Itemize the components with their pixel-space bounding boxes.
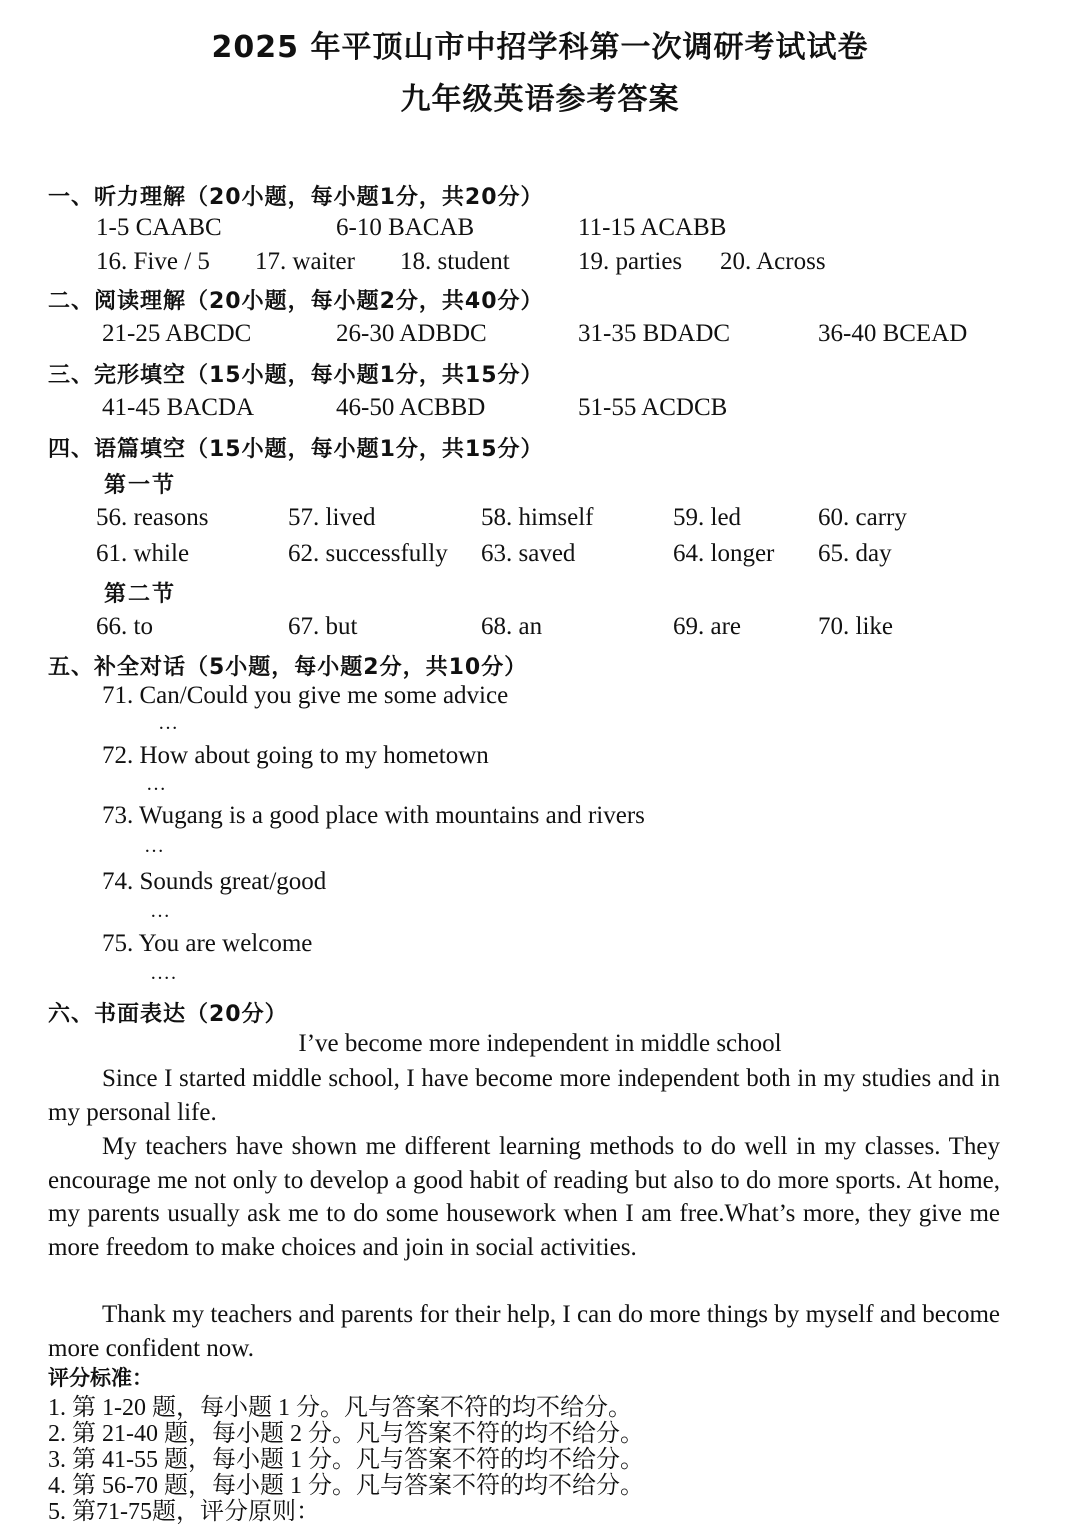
answer-key-subtitle: 九年级英语参考答案 — [400, 82, 680, 117]
answer-cell: 65. day — [818, 540, 892, 567]
ellipsis: … — [144, 835, 165, 857]
answer-cell: 1-5 CAABC — [96, 214, 222, 241]
answer-cell: 62. successfully — [288, 540, 448, 567]
answer-cell: 63. saved — [481, 540, 576, 567]
answer-cell: 58. himself — [481, 504, 594, 531]
part-one-label: 第一节 — [104, 473, 177, 498]
essay-title: I’ve become more independent in middle school — [298, 1030, 782, 1057]
answer-cell: 16. Five / 5 — [96, 248, 210, 275]
section-reading-heading: 二、阅读理解（20小题，每小题2分，共40分） — [48, 289, 544, 314]
dialogue-answer: 75. You are welcome — [102, 930, 313, 957]
scoring-rule: 4. 第 56-70 题，每小题 1 分。凡与答案不符的均不给分。 — [48, 1473, 644, 1499]
essay-paragraph: Since I started middle school, I have become more independent both in my studies and in my personal life. — [48, 1065, 1000, 1126]
section-listening-heading: 一、听力理解（20小题，每小题1分，共20分） — [48, 185, 544, 210]
answer-cell: 67. but — [288, 613, 358, 640]
answer-cell: 19. parties — [578, 248, 683, 275]
answer-cell: 51-55 ACDCB — [578, 394, 728, 421]
answer-cell: 11-15 ACABB — [578, 214, 727, 241]
answer-cell: 70. like — [818, 613, 893, 640]
answer-cell: 56. reasons — [96, 504, 209, 531]
essay-paragraph: My teachers have shown me different learning methods to do well in my classes. They encourage me not only to develop a good habit of reading but also to do more sports. At home, my parents usually ask me to do some housework when I am free.What’s more, they give me more freedom to make choices and join in social activities. — [48, 1133, 1000, 1261]
ellipsis: … — [158, 712, 179, 734]
scoring-rule: 2. 第 21-40 题，每小题 2 分。凡与答案不符的均不给分。 — [48, 1421, 644, 1447]
answer-cell: 69. are — [673, 613, 742, 640]
section-gap-fill-heading: 四、语篇填空（15小题，每小题1分，共15分） — [48, 437, 544, 462]
scoring-rule: 1. 第 1-20 题，每小题 1 分。凡与答案不符的均不给分。 — [48, 1395, 632, 1421]
dialogue-answer: 73. Wugang is a good place with mountains and rivers — [102, 802, 645, 829]
answer-cell: 26-30 ADBDC — [336, 320, 487, 347]
dialogue-answer: 72. How about going to my hometown — [102, 742, 489, 769]
answer-cell: 66. to — [96, 613, 153, 640]
answer-cell: 41-45 BACDA — [102, 394, 255, 421]
section-writing-heading: 六、书面表达（20分） — [48, 1002, 288, 1027]
scoring-rule: 5. 第71-75题，评分原则： — [48, 1499, 320, 1525]
scoring-heading: 评分标准： — [48, 1366, 153, 1390]
answer-cell: 20. Across — [720, 248, 826, 275]
answer-cell: 21-25 ABCDC — [102, 320, 252, 347]
answer-cell: 18. student — [400, 248, 510, 275]
essay-paragraph: Thank my teachers and parents for their help, I can do more things by myself and become more confident now. — [48, 1301, 1000, 1362]
scoring-rule: 3. 第 41-55 题，每小题 1 分。凡与答案不符的均不给分。 — [48, 1447, 644, 1473]
ellipsis: …. — [150, 962, 177, 984]
exam-title: 2025 年平顶山市中招学科第一次调研考试试卷 — [211, 30, 869, 65]
section-dialogue-heading: 五、补全对话（5小题，每小题2分，共10分） — [48, 655, 528, 680]
answer-cell: 68. an — [481, 613, 543, 640]
answer-cell: 17. waiter — [255, 248, 355, 275]
answer-cell: 6-10 BACAB — [336, 214, 475, 241]
section-cloze-heading: 三、完形填空（15小题，每小题1分，共15分） — [48, 363, 544, 388]
ellipsis: … — [146, 773, 167, 795]
answer-cell: 59. led — [673, 504, 742, 531]
answer-cell: 57. lived — [288, 504, 376, 531]
dialogue-answer: 71. Can/Could you give me some advice — [102, 682, 509, 709]
ellipsis: … — [150, 900, 171, 922]
answer-cell: 60. carry — [818, 504, 907, 531]
answer-cell: 31-35 BDADC — [578, 320, 731, 347]
answer-cell: 61. while — [96, 540, 190, 567]
answer-cell: 36-40 BCEAD — [818, 320, 968, 347]
dialogue-answer: 74. Sounds great/good — [102, 868, 327, 895]
part-two-label: 第二节 — [104, 582, 177, 607]
answer-cell: 64. longer — [673, 540, 775, 567]
answer-cell: 46-50 ACBBD — [336, 394, 486, 421]
